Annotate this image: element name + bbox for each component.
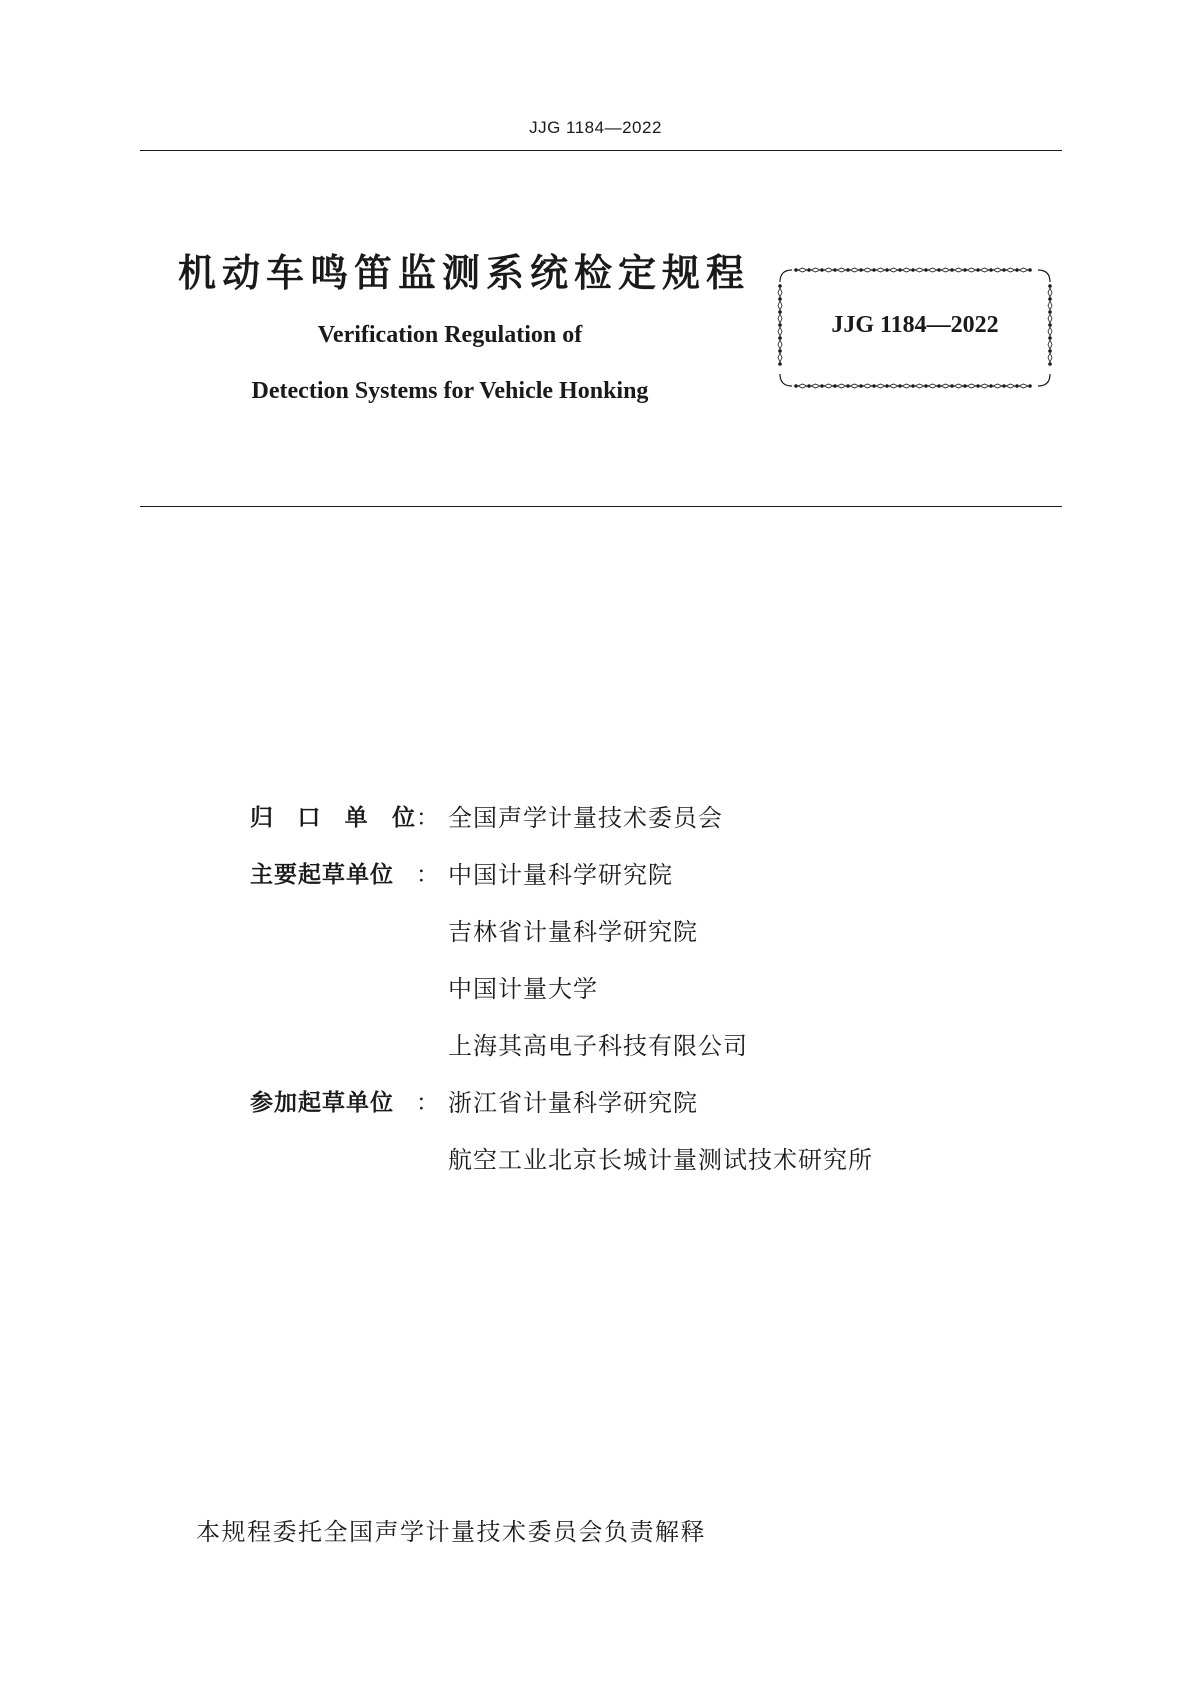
frame-ornament xyxy=(1028,268,1032,272)
frame-ornament xyxy=(1028,384,1032,388)
participating-drafting-unit: 浙江省计量科学研究院 xyxy=(448,1089,698,1117)
frame-ornament xyxy=(1048,353,1052,362)
frame-ornament xyxy=(941,268,950,272)
standard-code: JJG 1184—2022 xyxy=(831,312,999,338)
frame-ornament xyxy=(1019,268,1028,272)
participating-drafting-label: 参加起草单位 xyxy=(250,1090,394,1116)
frame-ornament xyxy=(876,384,885,388)
frame-ornament xyxy=(1038,374,1050,386)
frame-ornament xyxy=(798,384,807,388)
frame-ornament xyxy=(837,268,846,272)
frame-ornament xyxy=(811,384,820,388)
frame-ornament xyxy=(780,374,792,386)
frame-ornament xyxy=(1048,288,1052,297)
frame-ornament xyxy=(1006,384,1015,388)
title-english-line2: Detection Systems for Vehicle Honking xyxy=(251,378,649,404)
standard-code-frame xyxy=(774,264,1056,392)
frame-ornament xyxy=(850,384,859,388)
frame-ornament xyxy=(778,301,782,310)
title-english-line1: Verification Regulation of xyxy=(317,322,583,348)
label-colon: ： xyxy=(416,1090,439,1116)
frame-ornament xyxy=(1048,340,1052,349)
frame-ornament xyxy=(993,268,1002,272)
frame-ornament xyxy=(1048,362,1052,366)
frame-ornament xyxy=(850,268,859,272)
frame-ornament xyxy=(824,268,833,272)
frame-ornament xyxy=(928,384,937,388)
label-colon: ： xyxy=(416,805,439,831)
label-colon: ： xyxy=(416,862,439,888)
label-char: 归 xyxy=(250,805,273,831)
frame-ornament xyxy=(798,268,807,272)
title-bottom-rule xyxy=(140,506,1062,507)
label-char: 口 xyxy=(297,805,321,831)
frame-ornament xyxy=(915,384,924,388)
main-drafting-unit: 上海其高电子科技有限公司 xyxy=(448,1032,748,1060)
running-header-code: JJG 1184—2022 xyxy=(529,118,662,137)
frame-ornament xyxy=(889,268,898,272)
main-drafting-label: 主要起草单位 xyxy=(250,862,394,888)
frame-ornament xyxy=(837,384,846,388)
frame-ornament xyxy=(1019,384,1028,388)
main-drafting-unit: 中国计量大学 xyxy=(448,975,598,1003)
frame-ornament xyxy=(863,268,872,272)
label-char: 单 xyxy=(344,805,368,831)
frame-ornament xyxy=(1006,268,1015,272)
frame-ornament xyxy=(915,268,924,272)
responsible-unit-label xyxy=(250,800,415,836)
frame-ornament xyxy=(902,268,911,272)
frame-ornament xyxy=(993,384,1002,388)
interpretation-note: 本规程委托全国声学计量技术委员会负责解释 xyxy=(196,1518,706,1546)
frame-ornament xyxy=(780,270,792,282)
participating-drafting-unit: 航空工业北京长城计量测试技术研究所 xyxy=(448,1146,873,1174)
title-chinese: 机动车鸣笛监测系统检定规程 xyxy=(178,251,751,295)
frame-ornament xyxy=(980,384,989,388)
frame-ornament xyxy=(954,268,963,272)
frame-ornament xyxy=(889,384,898,388)
frame-ornament xyxy=(876,268,885,272)
frame-ornament xyxy=(778,362,782,366)
frame-ornament xyxy=(778,288,782,297)
frame-ornament xyxy=(980,268,989,272)
frame-ornament xyxy=(967,384,976,388)
frame-ornament xyxy=(1048,301,1052,310)
frame-ornament xyxy=(778,353,782,362)
frame-ornament xyxy=(778,340,782,349)
frame-ornament xyxy=(967,268,976,272)
frame-ornament xyxy=(941,384,950,388)
frame-ornament xyxy=(1038,270,1050,282)
main-drafting-unit: 吉林省计量科学研究院 xyxy=(448,918,698,946)
header-rule xyxy=(140,150,1062,151)
main-drafting-unit: 中国计量科学研究院 xyxy=(448,861,673,889)
frame-ornament xyxy=(863,384,872,388)
frame-ornament xyxy=(928,268,937,272)
responsible-unit-value: 全国声学计量技术委员会 xyxy=(448,804,723,832)
frame-ornament xyxy=(954,384,963,388)
frame-ornament xyxy=(824,384,833,388)
label-char: 位 xyxy=(391,805,415,831)
frame-ornament xyxy=(811,268,820,272)
frame-ornament xyxy=(902,384,911,388)
